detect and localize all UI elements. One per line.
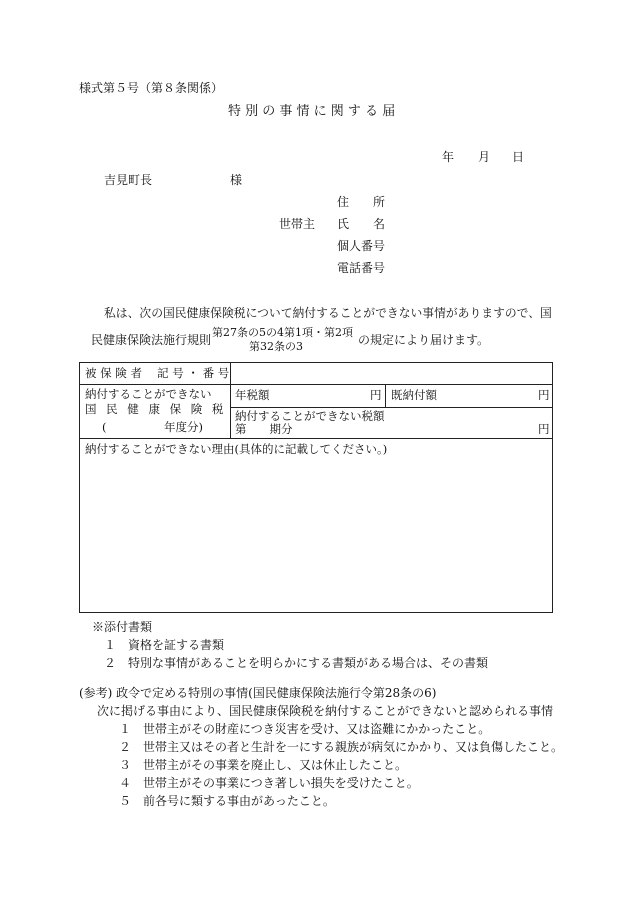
annual-tax-unit: 円: [370, 388, 382, 402]
table-col-divider: [230, 363, 231, 438]
table-col-divider: [385, 384, 386, 407]
form-table: [79, 362, 553, 613]
phone-number-label: 電話番号: [337, 261, 386, 275]
attachment-item: １ 資格を証する書類: [104, 638, 225, 652]
body-line-2-post: の規定により届けます。: [358, 333, 490, 347]
reference-item: ２ 世帯主又はその者と生計を一にする親族が病気にかかり、又は負傷したこと。: [119, 740, 564, 754]
reference-title: (参考) 政令で定める特別の事情(国民健康保険法施行令第28条の6): [79, 686, 437, 700]
table-row-divider: [80, 438, 552, 439]
regulation-clause-top: 第27条の5の4第1項・第2項: [212, 326, 353, 339]
regulation-clause-bottom: 第32条の3: [249, 340, 303, 353]
form-number: 様式第５号（第８条関係）: [79, 81, 224, 95]
address-label: 住 所: [337, 195, 386, 209]
unable-tax-label-2: 国 民 健 康 保 険 税: [85, 402, 227, 416]
insured-number-field[interactable]: [235, 365, 547, 382]
attachments-title: ※添付書類: [92, 620, 153, 634]
reason-label: 納付することができない理由(具体的に記載してください。): [85, 442, 388, 456]
reference-item: １ 世帯主がその財産につき災害を受け、又は盗難にかかったこと。: [119, 722, 491, 736]
body-line-2-pre: 民健康保険法施行規則: [91, 333, 212, 347]
page-title: 特 別 の 事 情 に 関 す る 届: [228, 104, 396, 119]
body-line-1: 私は、次の国民健康保険税について納付することができない事情がありますので、国: [104, 306, 552, 320]
reason-field[interactable]: [85, 461, 545, 606]
unpaid-amount-label: 納付することができない税額: [235, 409, 385, 423]
table-row-divider: [230, 407, 552, 408]
name-label: 氏 名: [337, 217, 386, 231]
recipient-name: 吉見町長: [104, 173, 153, 187]
annual-tax-label: 年税額: [235, 388, 270, 402]
attachment-item: ２ 特別な事情があることを明らかにする書類がある場合は、その書類: [104, 656, 489, 670]
reference-item: ４ 世帯主がその事業につき著しい損失を受けたこと。: [119, 776, 419, 790]
date-month: 月: [478, 150, 491, 164]
id-number-label: 個人番号: [337, 239, 386, 253]
reference-item: ５ 前各号に類する事由があったこと。: [119, 794, 335, 808]
date-day: 日: [512, 150, 525, 164]
unable-tax-label-1: 納付することができない: [85, 387, 212, 401]
paid-amount-unit: 円: [538, 388, 550, 402]
date-year: 年: [442, 150, 455, 164]
reference-item: ３ 世帯主がその事業を廃止し、又は休止したこと。: [119, 758, 408, 772]
recipient-honorific: 様: [230, 173, 243, 187]
fiscal-year-label: ( 年度分): [102, 420, 203, 434]
period-unit: 円: [538, 422, 550, 436]
householder-label: 世帯主: [279, 217, 316, 231]
insured-number-label: 被 保 険 者 記 号 ・ 番 号: [85, 366, 230, 380]
reference-intro: 次に掲げる事由により、国民健康保険税を納付することができないと認められる事情: [97, 704, 554, 718]
paid-amount-label: 既納付額: [391, 388, 437, 402]
table-row-divider: [80, 384, 552, 385]
period-label: 第 期分: [235, 422, 293, 436]
